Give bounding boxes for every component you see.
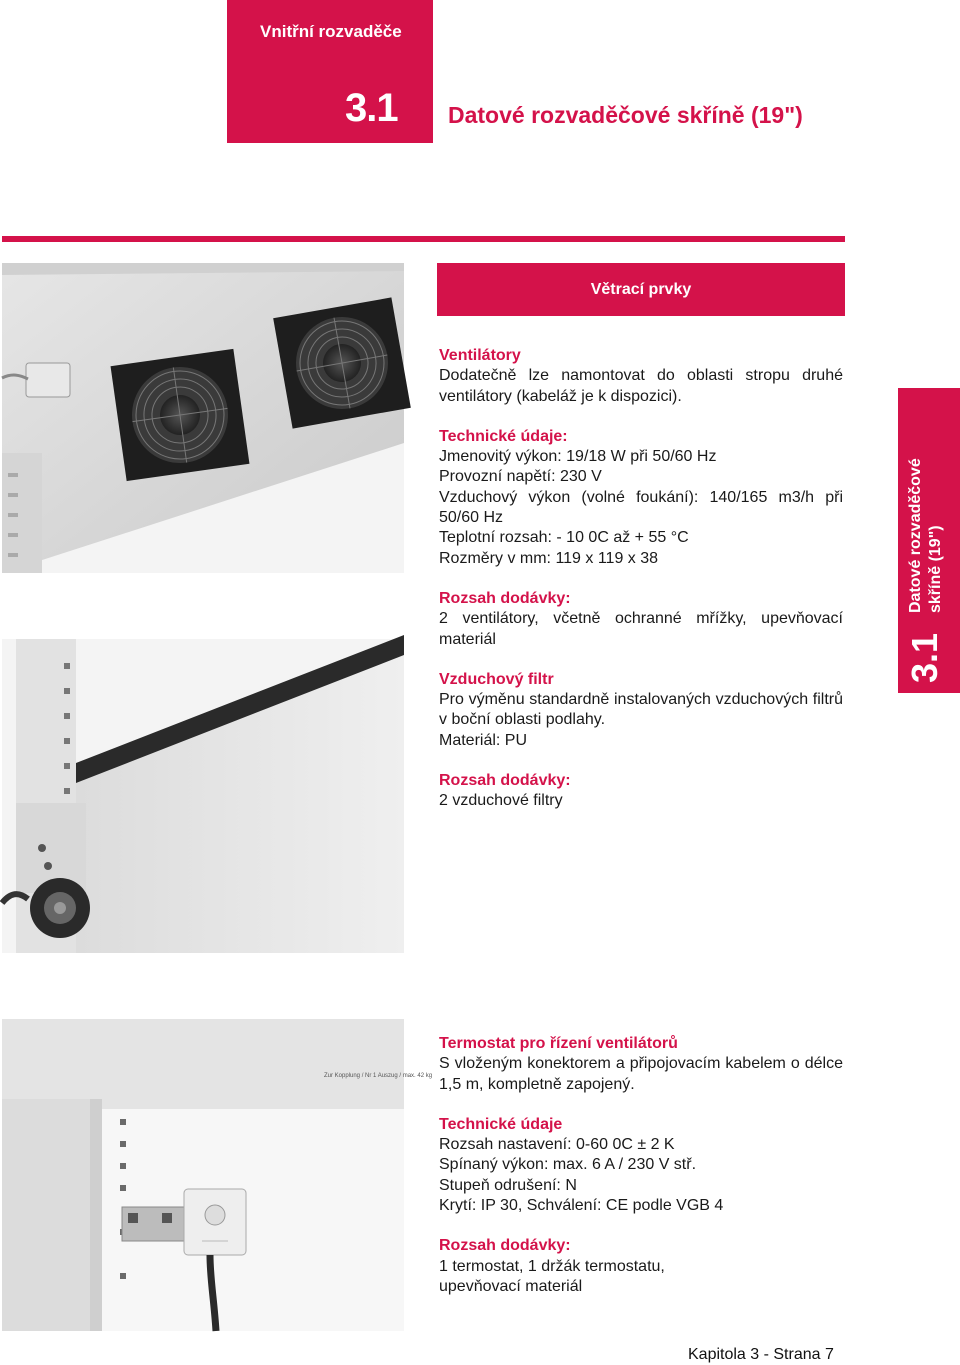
thermostat-delivery-heading: Rozsah dodávky: [439,1237,571,1255]
side-tab-line: skříně (19") [927,525,944,613]
thermostat-delivery: 1 termostat, 1 držák termostatu, upevňovací materiál [439,1257,665,1295]
thermostat-text: S vloženým konektorem a připojovacím kabelem o délce 1,5 m, kompletně zapojený. [439,1055,843,1093]
thermostat-tech-line: Stupeň odrušení: N [439,1176,577,1194]
page-title: Datové rozvaděčové skříně (19") [448,102,803,128]
filter-material: Materiál: PU [439,731,528,749]
fans-tech-line: Teplotní rozsah: - 10 0C až + 55 °C [439,529,689,547]
fans-section [439,346,843,812]
photo-label: Zur Kopplung / Nr 1 Auszug / max. 42 kg [324,1073,433,1079]
fans-tech-line: Provozní napětí: 230 V [439,468,602,486]
filter-heading: Vzduchový filtr [439,670,554,688]
fans-tech-heading: Technické údaje: [439,427,568,445]
fans-intro: Dodatečně lze namontovat do oblasti stropu druhé ventilátory (kabeláž je k dispozici). [439,367,843,405]
thermostat-tech-heading: Technické údaje [439,1115,563,1133]
fans-tech-line: Vzduchový výkon (volné foukání): 140/165 m3/h při 50/60 Hz [439,488,843,527]
thermostat-tech-line: Spínaný výkon: max. 6 A / 230 V stř. [439,1156,697,1174]
thermostat-photo [2,1019,433,1331]
fans-photo [2,263,404,953]
filter-delivery-heading: Rozsah dodávky: [439,772,571,790]
thermostat-tech-line: Krytí: IP 30, Schválení: CE podle VGB 4 [439,1197,724,1215]
section-label: Vnitřní rozvaděče [260,22,402,41]
section-banner: Větrací prvky [437,263,845,316]
side-tab-number: 3.1 [904,632,945,683]
fans-tech-line: Jmenovitý výkon: 19/18 W při 50/60 Hz [439,448,717,466]
thermostat-heading: Termostat pro řízení ventilátorů [439,1035,678,1052]
divider-rule [2,236,845,242]
chapter-number: 3.1 [345,86,398,130]
fans-heading: Ventilátory [439,347,521,364]
thermostat-section [439,1034,843,1297]
filter-delivery: 2 vzduchové filtry [439,792,563,810]
side-tab-line: Datové rozvaděčové [907,458,924,613]
fans-delivery-heading: Rozsah dodávky: [439,589,571,607]
chapter-side-tab [898,388,960,693]
fans-delivery: 2 ventilátory, včetně ochranné mřížky, upevňovací materiál [439,610,843,648]
thermostat-tech-line: Rozsah nastavení: 0-60 0C ± 2 K [439,1136,675,1154]
fans-tech-line: Rozměry v mm: 119 x 119 x 38 [439,549,659,567]
page-footer: Kapitola 3 - Strana 7 [688,1346,834,1363]
filter-text: Pro výměnu standardně instalovaných vzduchových filtrů v boční oblasti podlahy. [439,691,843,729]
